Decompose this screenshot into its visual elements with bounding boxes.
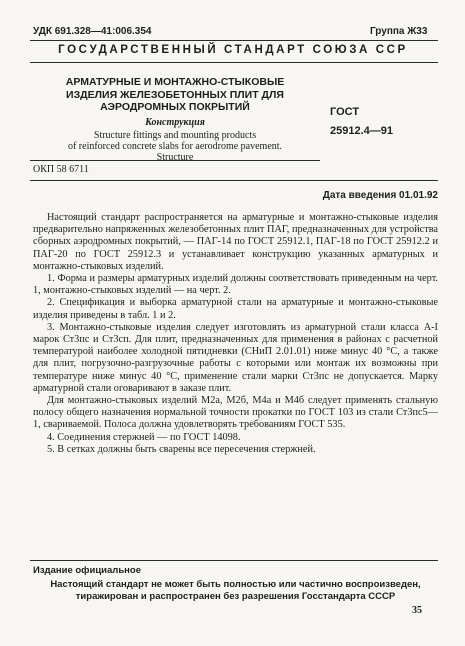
title-en-line-3: Structure	[156, 152, 194, 163]
title-en-line-2: of reinforced concrete slabs for aerodrome pavement.	[67, 141, 283, 152]
okp-rule	[30, 160, 320, 161]
title-line-1: АРМАТУРНЫЕ И МОНТАЖНО-СТЫКОВЫЕ	[65, 76, 285, 88]
notice-line-2: тиражирован и распространен без разрешения Госстандарта СССР	[75, 590, 396, 602]
paragraph-3-continued: Для монтажно-стыковых изделий М2а, М2б, М4а и М4б следует применять стальную полосу общего назначения нормальной точности прокатки по ГОСТ 103 из стали Ст3пс5—1, свариваемой. Полоса должна удовлетворять требованиям ГОСТ 535.	[33, 395, 438, 431]
paragraph-3: 3. Монтажно-стыковые изделия следует изготовлять из арматурной стали класса А-I марок Ст3пс и Ст3сп. Для плит, предназначенных для применения в районах с расчетной температурой наиболее холодной пятидневки (СНиП 2.01.01) ниже минус 40 °С, а также для плит, погрузочно-разгрузочные работы с которыми или монтаж их возможны при температуре ниже минус 40 °С, применение стали марки Ст3пс не допускается. Марку арматурной стали оговаривают в заказе плит.	[33, 321, 438, 394]
state-standard-heading: ГОСУДАРСТВЕННЫЙ СТАНДАРТ СОЮЗА ССР	[58, 44, 408, 56]
paragraph-1: 1. Форма и размеры арматурных изделий должны соответствовать приведенным на черт. 1, монтажно-стыковых изделий — на черт. 2.	[33, 273, 438, 297]
heading-rule	[30, 62, 438, 63]
date-rule	[30, 180, 438, 181]
title-line-3: АЭРОДРОМНЫХ ПОКРЫТИЙ	[100, 101, 250, 113]
title-en-line-1: Structure fittings and mounting products	[93, 130, 257, 141]
document-title-ru	[30, 76, 320, 114]
introduction-date: Дата введения 01.01.92	[322, 190, 438, 201]
official-edition-label: Издание официальное	[33, 565, 141, 576]
paragraph-4: 4. Соединения стержней — по ГОСТ 14098.	[47, 431, 241, 443]
document-title-en	[30, 130, 320, 163]
copyright-notice	[33, 579, 438, 602]
notice-line-1: Настоящий стандарт не может быть полностью или частично воспроизведен,	[50, 579, 421, 590]
construction-subtitle: Конструкция	[145, 117, 205, 128]
gost-designation	[326, 103, 442, 141]
document-body	[33, 212, 438, 456]
group-code: Группа Ж33	[370, 26, 428, 37]
top-rule	[30, 40, 438, 41]
title-line-2: ИЗДЕЛИЯ ЖЕЛЕЗОБЕТОННЫХ ПЛИТ ДЛЯ	[66, 88, 284, 101]
paragraph-2: 2. Спецификация и выборка арматурной стали на арматурные и монтажно-стыковые изделия приведены в табл. 1 и 2.	[33, 297, 438, 321]
udk-code: УДК 691.328—41:006.354	[33, 26, 152, 37]
page-number: 35	[412, 605, 422, 616]
paragraph-scope: Настоящий стандарт распространяется на арматурные и монтажно-стыковые изделия предварительно напряженных железобетонных плит ПАГ, предназначенных для устройства сборных аэродромных покрытий, — ПАГ-14 по ГОСТ 25912.1, ПАГ-18 по ГОСТ 25912.2 и ПАГ-20 по ГОСТ 25912.3 и устанавливает конструкцию указанных арматурных и монтажно-стыковых изделий.	[33, 212, 438, 272]
gost-label: ГОСТ	[330, 106, 360, 118]
gost-number: 25912.4—91	[330, 125, 393, 137]
okp-code: ОКП 58 6711	[33, 164, 89, 175]
paragraph-5: 5. В сетках должны быть сварены все пересечения стержней.	[47, 443, 316, 455]
footer-rule	[30, 560, 438, 561]
